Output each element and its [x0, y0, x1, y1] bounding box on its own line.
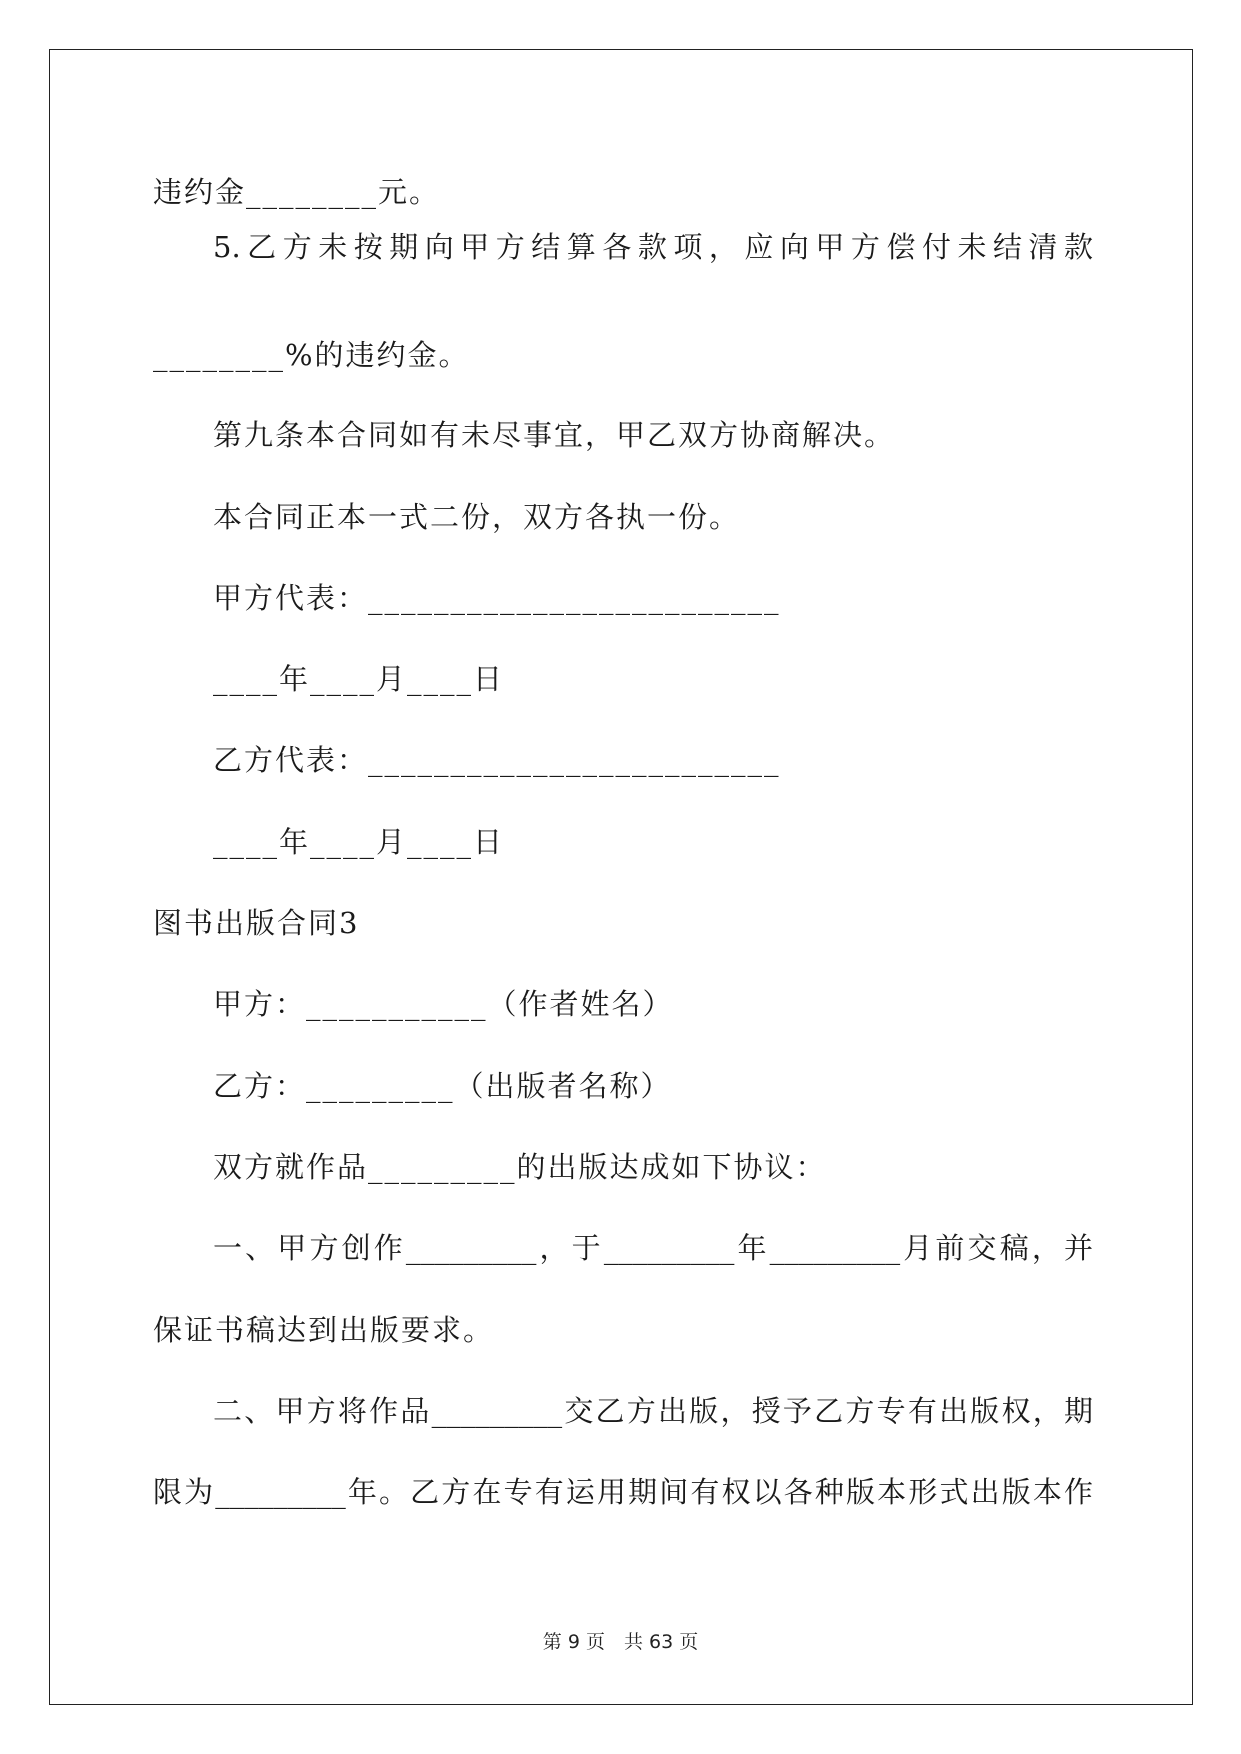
text-line: 二、甲方将作品_________交乙方出版，授予乙方专有出版权，期 — [213, 1394, 1093, 1428]
text-line: 保证书稿达到出版要求。 — [153, 1313, 495, 1347]
text-line: ________%的违约金。 — [153, 338, 470, 372]
page-number: 第 9 页 共 63 页 — [542, 1631, 699, 1653]
date-line: ____年____月____日 — [213, 825, 505, 859]
date-line: ____年____月____日 — [213, 662, 505, 696]
section-title: 图书出版合同3 — [153, 906, 360, 940]
text-line: 甲方：___________（作者姓名） — [213, 987, 674, 1021]
text-line: 第九条本合同如有未尽事宜，甲乙双方协商解决。 — [213, 418, 896, 452]
text-line: 违约金________元。 — [153, 175, 441, 209]
text-line: 双方就作品_________的出版达成如下协议： — [213, 1150, 827, 1184]
text-line: 一、甲方创作_________，于_________年_________月前交稿，并 — [213, 1231, 1093, 1265]
text-line: 乙方：_________（出版者名称） — [213, 1069, 672, 1103]
text-line: 限为_________年。乙方在专有运用期间有权以各种版本形式出版本作 — [153, 1475, 1093, 1509]
signature-line: 乙方代表：_________________________ — [213, 743, 781, 777]
page-border — [49, 49, 1193, 1705]
text-line: 5.乙方未按期向甲方结算各款项，应向甲方偿付未结清款 — [213, 230, 1093, 264]
text-line: 本合同正本一式二份，双方各执一份。 — [213, 500, 741, 534]
signature-line: 甲方代表：_________________________ — [213, 581, 781, 615]
